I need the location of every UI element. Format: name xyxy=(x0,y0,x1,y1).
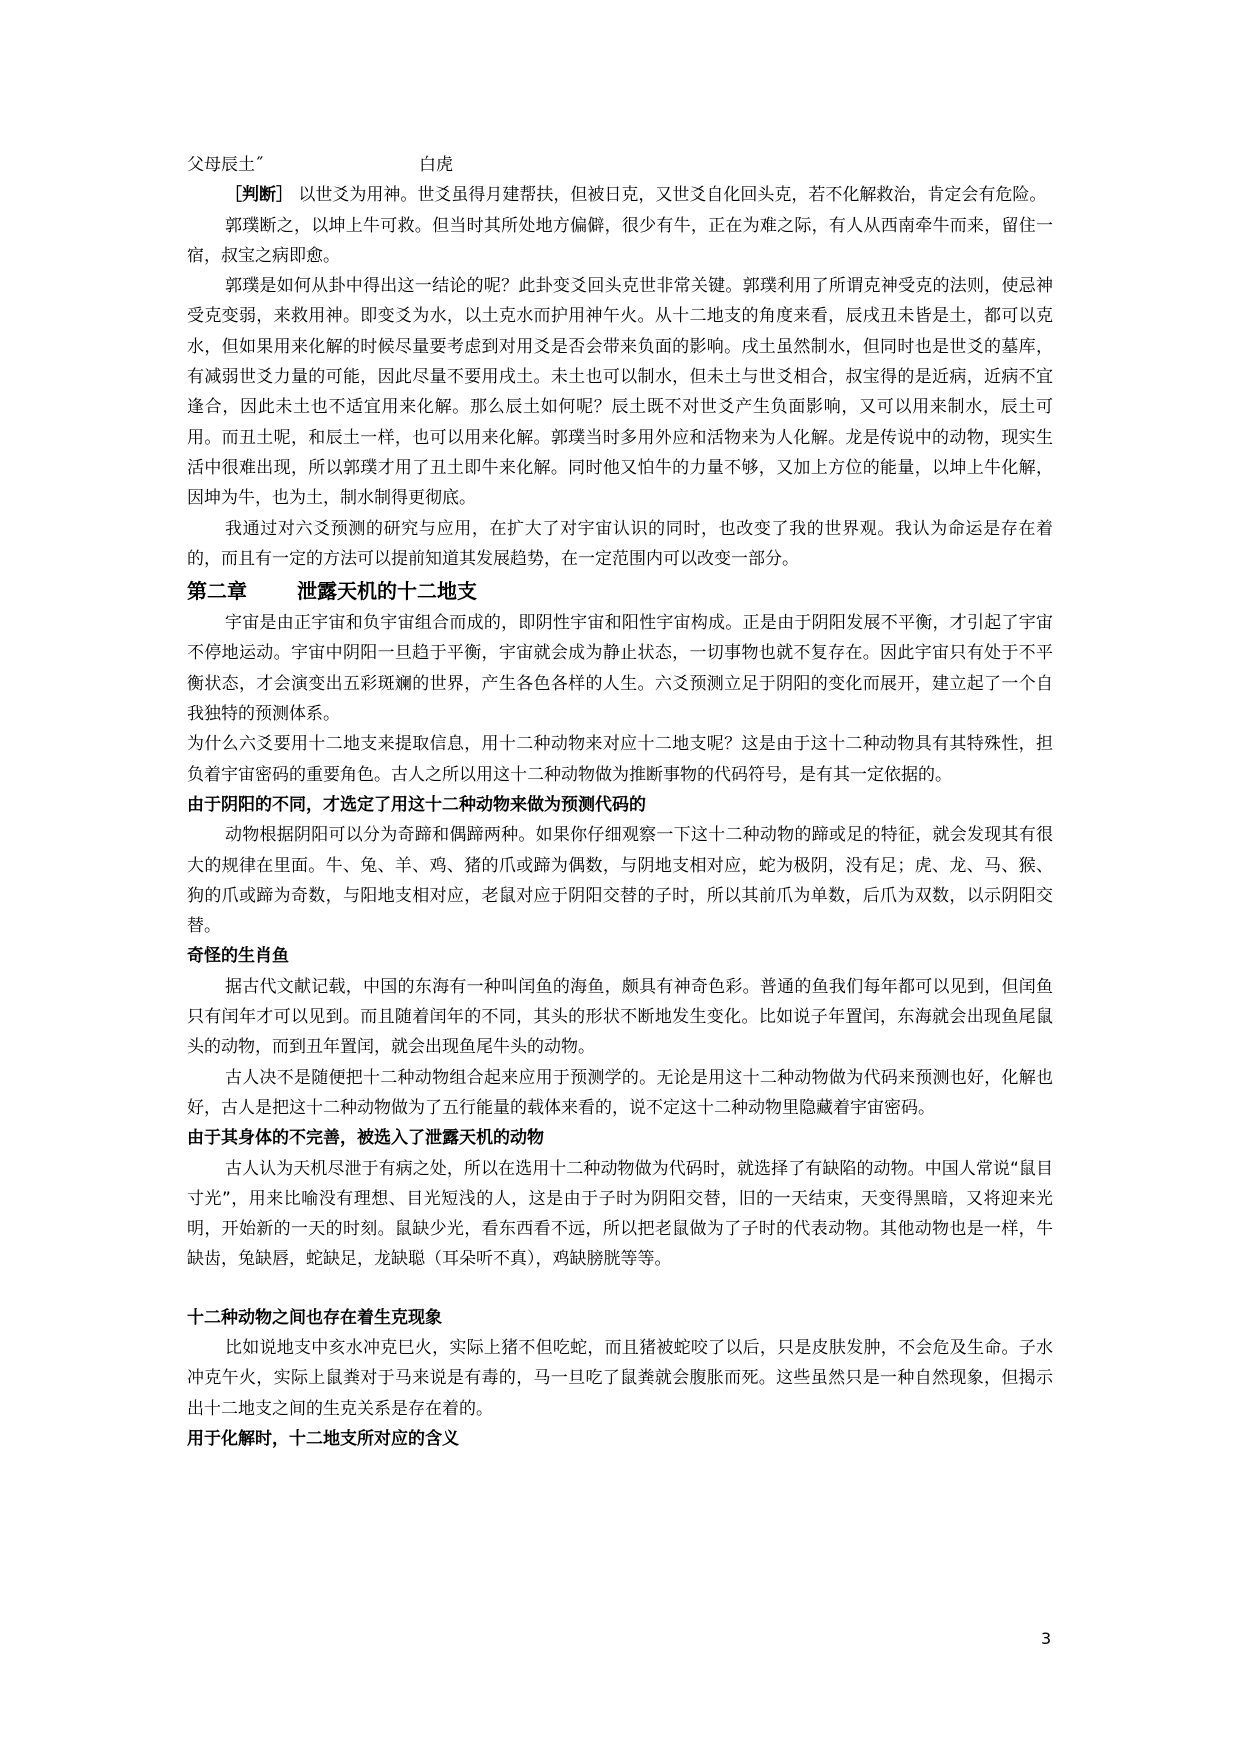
paragraph: 我通过对六爻预测的研究与应用，在扩大了对宇宙认识的同时，也改变了我的世界观。我认为命运是存在着的，而且有一定的方法可以提前知道其发展趋势，在一定范围内可以改变一部分。 xyxy=(187,518,1053,569)
judgement-text: 以世爻为用神。世爻虽得月建帮扶，但被日克，又世爻自化回头克，若不化解救治，肯定会有危险。 xyxy=(298,185,1047,206)
chapter-intro: 宇宙是由正宇宙和负宇宙组合而成的，即阴性宇宙和阳性宇宙构成。正是由于阴阳发展不平衡，才引起了宇宙不停地运动。宇宙中阴阳一旦趋于平衡，宇宙就会成为静止状态，一切事物也就不复存在。因此宇宙只有处于不平衡状态，才会演变出五彩斑斓的世界，产生各色各样的人生。六爻预测立足于阴阳的变化而展开，建立起了一个自我独特的预测体系。 xyxy=(187,613,1053,725)
page-number: 3 xyxy=(1041,1629,1052,1648)
section-heading: 由于阴阳的不同，才选定了用这十二种动物来做为预测代码的 xyxy=(187,794,646,815)
hexagram-line-right: 白虎 xyxy=(419,155,453,175)
section-heading: 由于其身体的不完善，被选入了泄露天机的动物 xyxy=(187,1128,544,1149)
document-page xyxy=(187,150,1053,1454)
paragraph: 郭璞是如何从卦中得出这一结论的呢？此卦变爻回头克世非常关键。郭璞利用了所谓克神受克的法则，使忌神受克变弱，来救用神。即变爻为水，以土克水而护用神午火。从十二地支的角度来看，辰戌丑未皆是土，都可以克水，但如果用来化解的时候尽量要考虑到对用爻是否会带来负面的影响。戌土虽然制水，但同时也是世爻的墓库，有减弱世爻力量的可能，因此尽量不要用戌土。未土也可以制水，但未土与世爻相合，叔宝得的是近病，近病不宜逢合，因此未土也不适宜用来化解。那么辰土如何呢？辰土既不对世爻产生负面影响，又可以用来制水，辰土可用。而丑土呢，和辰土一样，也可以用来化解。郭璞当时多用外应和活物来为人化解。龙是传说中的动物，现实生活中很难出现，所以郭璞才用了丑土即牛来化解。同时他又怕牛的力量不够，又加上方位的能量，以坤上牛化解，因坤为牛，也为土，制水制得更彻底。 xyxy=(187,276,1053,509)
section-text: 据古代文献记载，中国的东海有一种叫闰鱼的海鱼，颇具有神奇色彩。普通的鱼我们每年都可以见到，但闰鱼只有闰年才可以见到。而且随着闰年的不同，其头的形状不断地发生变化。比如说子年置闰，东海就会出现鱼尾鼠头的动物，而到丑年置闰，就会出现鱼尾牛头的动物。 xyxy=(187,976,1053,1058)
spacer xyxy=(187,1275,1053,1303)
section-heading: 用于化解时，十二地支所对应的含义 xyxy=(187,1428,459,1449)
section-text: 动物根据阴阳可以分为奇蹄和偶蹄两种。如果你仔细观察一下这十二种动物的蹄或足的特征，就会发现其有很大的规律在里面。牛、兔、羊、鸡、猪的爪或蹄为偶数，与阴地支相对应，蛇为极阴，没有足；虎、龙、马、猴、狗的爪或蹄为奇数，与阳地支相对应，老鼠对应于阴阳交替的子时，所以其前爪为单数，后爪为双数，以示阴阳交替。 xyxy=(187,825,1053,937)
chapter-intro-2: 为什么六爻要用十二地支来提取信息，用十二种动物来对应十二地支呢？这是由于这十二种动物具有其特殊性，担负着宇宙密码的重要角色。古人之所以用这十二种动物做为推断事物的代码符号，是有其一定依据的。 xyxy=(187,734,1053,785)
paragraph: 郭璞断之，以坤上牛可救。但当时其所处地方偏僻，很少有牛，正在为难之际，有人从西南牵牛而来，留住一宿，叔宝之病即愈。 xyxy=(187,215,1053,266)
section-heading: 十二种动物之间也存在着生克现象 xyxy=(187,1307,442,1328)
judgement-tag: ［判断］ xyxy=(225,185,293,206)
hexagram-line-left: 父母辰土˝ xyxy=(187,155,264,175)
section-heading: 奇怪的生肖鱼 xyxy=(187,946,289,967)
chapter-title: 泄露天机的十二地支 xyxy=(297,579,477,604)
chapter-number: 第二章 xyxy=(187,579,247,604)
chapter-heading xyxy=(187,574,1053,608)
judgement-paragraph xyxy=(187,180,1053,210)
section-text: 古人认为天机尽泄于有病之处，所以在选用十二种动物做为代码时，就选择了有缺陷的动物。中国人常说“鼠目寸光”，用来比喻没有理想、目光短浅的人，这是由于子时为阴阳交替，旧的一天结束，天变得黑暗，又将迎来光明，开始新的一天的时刻。鼠缺少光，看东西看不远，所以把老鼠做为了子时的代表动物。其他动物也是一样，牛缺齿，兔缺唇，蛇缺足，龙缺聪（耳朵听不真），鸡缺膀胱等等。 xyxy=(187,1158,1053,1270)
section-text: 比如说地支中亥水冲克巳火，实际上猪不但吃蛇，而且猪被蛇咬了以后，只是皮肤发肿，不会危及生命。子水冲克午火，实际上鼠粪对于马来说是有毒的，马一旦吃了鼠粪就会腹胀而死。这些虽然只是一种自然现象，但揭示出十二地支之间的生克关系是存在着的。 xyxy=(187,1337,1053,1419)
section-text: 古人决不是随便把十二种动物组合起来应用于预测学的。无论是用这十二种动物做为代码来预测也好，化解也好，古人是把这十二种动物做为了五行能量的载体来看的，说不定这十二种动物里隐藏着宇宙密码。 xyxy=(187,1067,1053,1118)
hexagram-line xyxy=(187,150,1053,180)
